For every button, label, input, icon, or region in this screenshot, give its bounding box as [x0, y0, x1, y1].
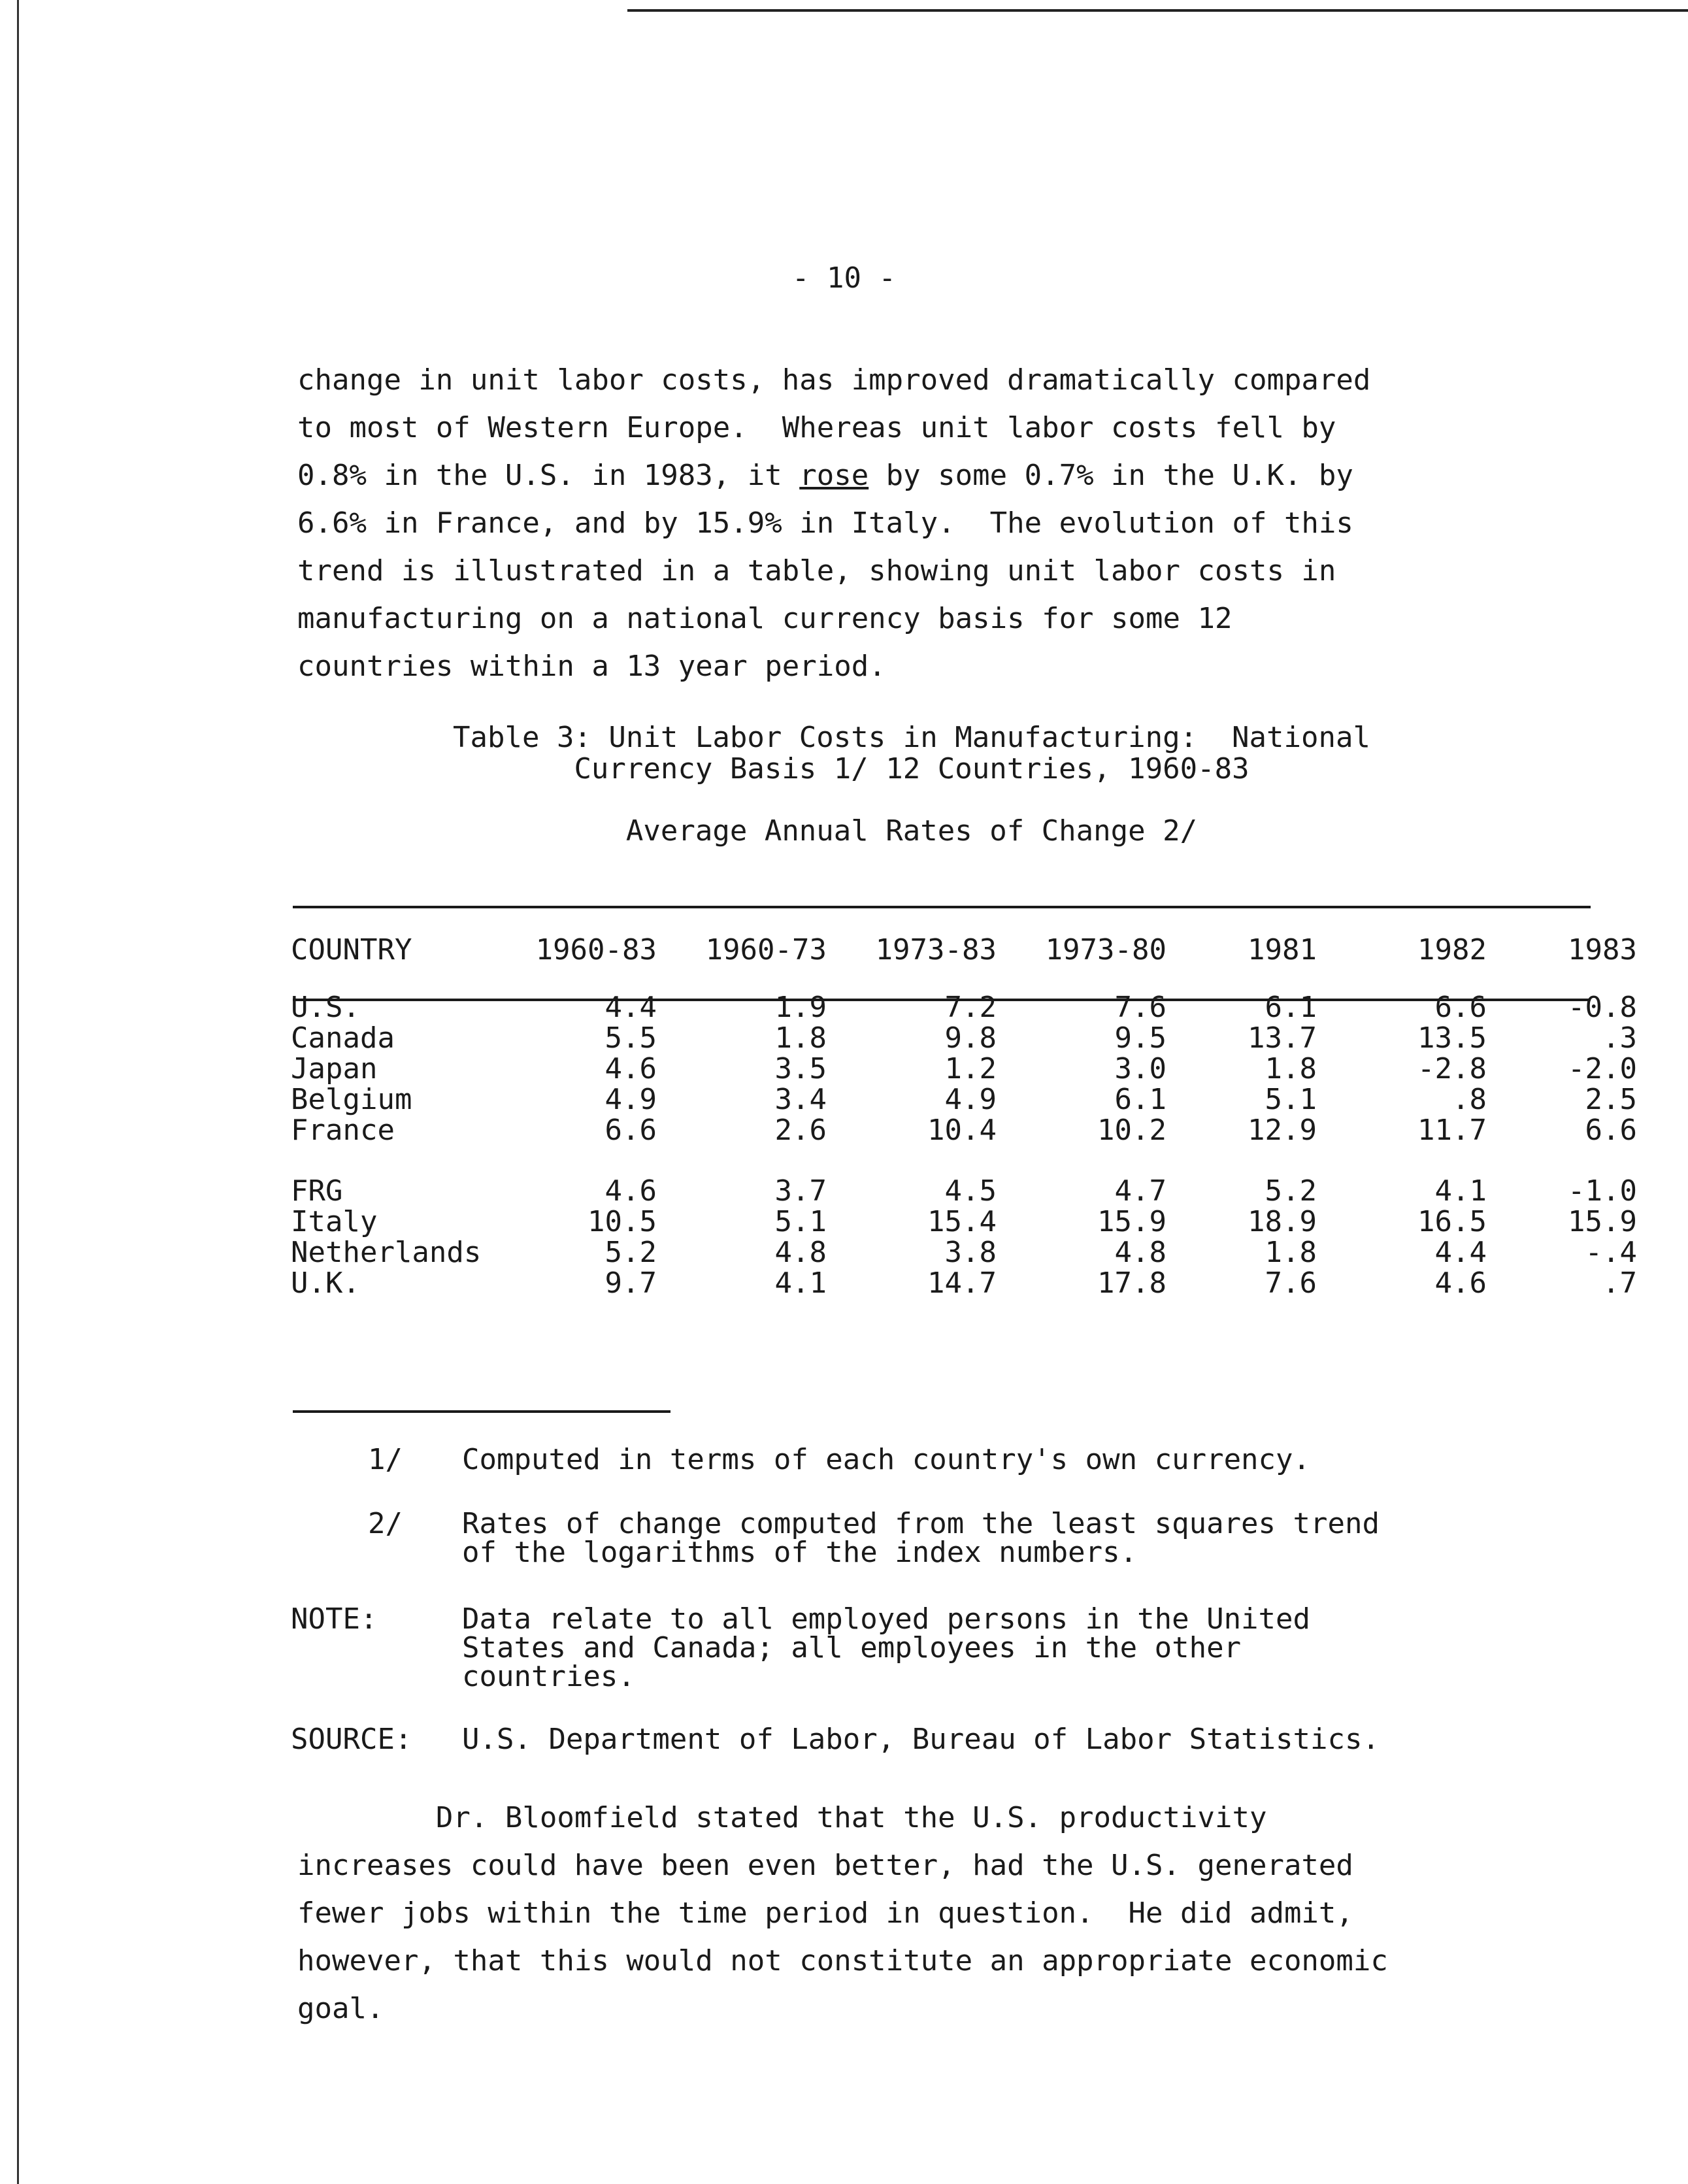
- value-cell: .7: [1602, 1266, 1637, 1300]
- footnote-2-label: 2/: [368, 1507, 403, 1540]
- value-cell: 15.9: [1568, 1205, 1637, 1238]
- value-cell: 6.1: [1114, 1083, 1167, 1116]
- value-cell: 18.9: [1248, 1205, 1317, 1238]
- intro-line-6: manufacturing on a national currency basis for some 12: [297, 602, 1233, 635]
- table-row: [291, 1268, 1637, 1299]
- table-row: [291, 1023, 1637, 1053]
- closing-line-5: goal.: [297, 1992, 384, 2025]
- value-cell: 4.6: [1434, 1266, 1487, 1300]
- footnote-1-label: 1/: [368, 1443, 403, 1476]
- closing-line-4: however, that this would not constitute an appropriate economic: [297, 1944, 1388, 1977]
- value-cell: -2.8: [1417, 1052, 1487, 1085]
- value-cell: .3: [1602, 1021, 1637, 1055]
- value-cell: 5.1: [1265, 1083, 1317, 1116]
- intro-paragraph: [297, 356, 1526, 690]
- table-header-row: [291, 927, 1637, 972]
- footnote-rule: [293, 1410, 670, 1413]
- value-cell: 9.5: [1114, 1021, 1167, 1055]
- line-segment: by some 0.7% in the U.K. by: [869, 459, 1353, 492]
- value-cell: 1.8: [774, 1021, 827, 1055]
- note-label: NOTE:: [291, 1602, 378, 1636]
- closing-line-1: Dr. Bloomfield stated that the U.S. productivity: [297, 1801, 1267, 1834]
- table-row: [291, 1206, 1637, 1237]
- country-cell: U.S.: [291, 991, 360, 1024]
- table-title-line-1: Table 3: Unit Labor Costs in Manufacturing: National: [453, 721, 1370, 754]
- intro-line-1: change in unit labor costs, has improved dramatically compared: [297, 363, 1371, 397]
- table-spacer-row: [291, 972, 1637, 992]
- closing-line-3: fewer jobs within the time period in question. He did admit,: [297, 1896, 1353, 1930]
- closing-paragraph: [297, 1794, 1526, 2032]
- column-header: 1983: [1568, 933, 1637, 967]
- value-cell: -1.0: [1568, 1174, 1637, 1208]
- value-cell: 4.1: [1434, 1174, 1487, 1208]
- value-cell: 6.1: [1265, 991, 1317, 1024]
- value-cell: 10.4: [927, 1114, 997, 1147]
- source-label: SOURCE:: [291, 1723, 412, 1756]
- country-cell: Netherlands: [291, 1236, 482, 1269]
- value-cell: 5.1: [774, 1205, 827, 1238]
- value-cell: 3.8: [944, 1236, 997, 1269]
- column-header: 1982: [1417, 933, 1487, 967]
- country-cell: Italy: [291, 1205, 378, 1238]
- value-cell: 4.7: [1114, 1174, 1167, 1208]
- country-cell: France: [291, 1114, 395, 1147]
- table-row: [291, 992, 1637, 1023]
- value-cell: 4.8: [1114, 1236, 1167, 1269]
- table-title: [297, 722, 1526, 785]
- footnote-2-text: Rates of change computed from the least squares trend of the logarithms of the index numbers.: [462, 1507, 1380, 1569]
- value-cell: 6.6: [604, 1114, 657, 1147]
- note-text: Data relate to all employed persons in the United States and Canada; all employees in the other countries.: [462, 1602, 1311, 1693]
- value-cell: 4.6: [604, 1174, 657, 1208]
- column-header: 1973-80: [1045, 933, 1167, 967]
- value-cell: 16.5: [1417, 1205, 1487, 1238]
- value-cell: 9.7: [604, 1266, 657, 1300]
- intro-line-3: [297, 452, 1526, 499]
- value-cell: 5.2: [604, 1236, 657, 1269]
- column-header: 1960-83: [535, 933, 657, 967]
- table-top-rule: [293, 906, 1591, 908]
- value-cell: 12.9: [1248, 1114, 1317, 1147]
- value-cell: 7.6: [1114, 991, 1167, 1024]
- intro-line-5: trend is illustrated in a table, showing unit labor costs in: [297, 554, 1336, 587]
- value-cell: 1.8: [1265, 1052, 1317, 1085]
- value-cell: 14.7: [927, 1266, 997, 1300]
- table-title-line-2: Currency Basis 1/ 12 Countries, 1960-83: [574, 752, 1249, 786]
- value-cell: 9.8: [944, 1021, 997, 1055]
- intro-line-7: countries within a 13 year period.: [297, 650, 886, 683]
- table-spacer-row: [291, 1146, 1637, 1176]
- value-cell: 3.5: [774, 1052, 827, 1085]
- value-cell: 5.2: [1265, 1174, 1317, 1208]
- intro-line-4: 6.6% in France, and by 15.9% in Italy. The evolution of this: [297, 506, 1353, 540]
- underlined-word: rose: [799, 459, 869, 492]
- intro-line-2: to most of Western Europe. Whereas unit labor costs fell by: [297, 411, 1336, 444]
- value-cell: 13.7: [1248, 1021, 1317, 1055]
- value-cell: 2.5: [1585, 1083, 1637, 1116]
- column-header: COUNTRY: [291, 933, 412, 967]
- country-cell: U.K.: [291, 1266, 360, 1300]
- value-cell: 4.6: [604, 1052, 657, 1085]
- value-cell: 1.2: [944, 1052, 997, 1085]
- value-cell: 3.0: [1114, 1052, 1167, 1085]
- value-cell: 1.8: [1265, 1236, 1317, 1269]
- value-cell: 2.6: [774, 1114, 827, 1147]
- value-cell: 13.5: [1417, 1021, 1487, 1055]
- value-cell: 4.4: [604, 991, 657, 1024]
- table-row: [291, 1237, 1637, 1268]
- page-number: - 10 -: [792, 261, 896, 295]
- page-left-border: [17, 0, 19, 2184]
- table-subtitle: Average Annual Rates of Change 2/: [625, 814, 1198, 848]
- value-cell: .8: [1452, 1083, 1487, 1116]
- value-cell: 4.5: [944, 1174, 997, 1208]
- country-cell: Canada: [291, 1021, 395, 1055]
- value-cell: 4.1: [774, 1266, 827, 1300]
- value-cell: 10.5: [587, 1205, 657, 1238]
- value-cell: 7.6: [1265, 1266, 1317, 1300]
- column-header: 1960-73: [705, 933, 827, 967]
- table-row: [291, 1084, 1637, 1115]
- country-cell: Belgium: [291, 1083, 412, 1116]
- source-text: U.S. Department of Labor, Bureau of Labor Statistics.: [462, 1723, 1380, 1756]
- closing-line-2: increases could have been even better, had the U.S. generated: [297, 1849, 1353, 1882]
- value-cell: 4.4: [1434, 1236, 1487, 1269]
- value-cell: 7.2: [944, 991, 997, 1024]
- value-cell: 6.6: [1434, 991, 1487, 1024]
- country-cell: Japan: [291, 1052, 378, 1085]
- value-cell: 6.6: [1585, 1114, 1637, 1147]
- value-cell: 10.2: [1097, 1114, 1167, 1147]
- value-cell: 15.9: [1097, 1205, 1167, 1238]
- line-segment: 0.8% in the U.S. in 1983, it: [297, 459, 800, 492]
- value-cell: 3.4: [774, 1083, 827, 1116]
- value-cell: 4.8: [774, 1236, 827, 1269]
- value-cell: 17.8: [1097, 1266, 1167, 1300]
- value-cell: 1.9: [774, 991, 827, 1024]
- page-top-border: [627, 9, 1688, 12]
- country-cell: FRG: [291, 1174, 343, 1208]
- value-cell: 15.4: [927, 1205, 997, 1238]
- unit-labor-costs-table: [291, 927, 1637, 1299]
- value-cell: -0.8: [1568, 991, 1637, 1024]
- column-header: 1981: [1248, 933, 1317, 967]
- value-cell: -.4: [1585, 1236, 1637, 1269]
- table-row: [291, 1176, 1637, 1206]
- value-cell: 3.7: [774, 1174, 827, 1208]
- value-cell: 4.9: [944, 1083, 997, 1116]
- value-cell: 4.9: [604, 1083, 657, 1116]
- value-cell: 11.7: [1417, 1114, 1487, 1147]
- footnote-1-text: Computed in terms of each country's own currency.: [462, 1443, 1311, 1476]
- table-row: [291, 1053, 1637, 1084]
- value-cell: 5.5: [604, 1021, 657, 1055]
- column-header: 1973-83: [875, 933, 997, 967]
- value-cell: -2.0: [1568, 1052, 1637, 1085]
- table-row: [291, 1115, 1637, 1146]
